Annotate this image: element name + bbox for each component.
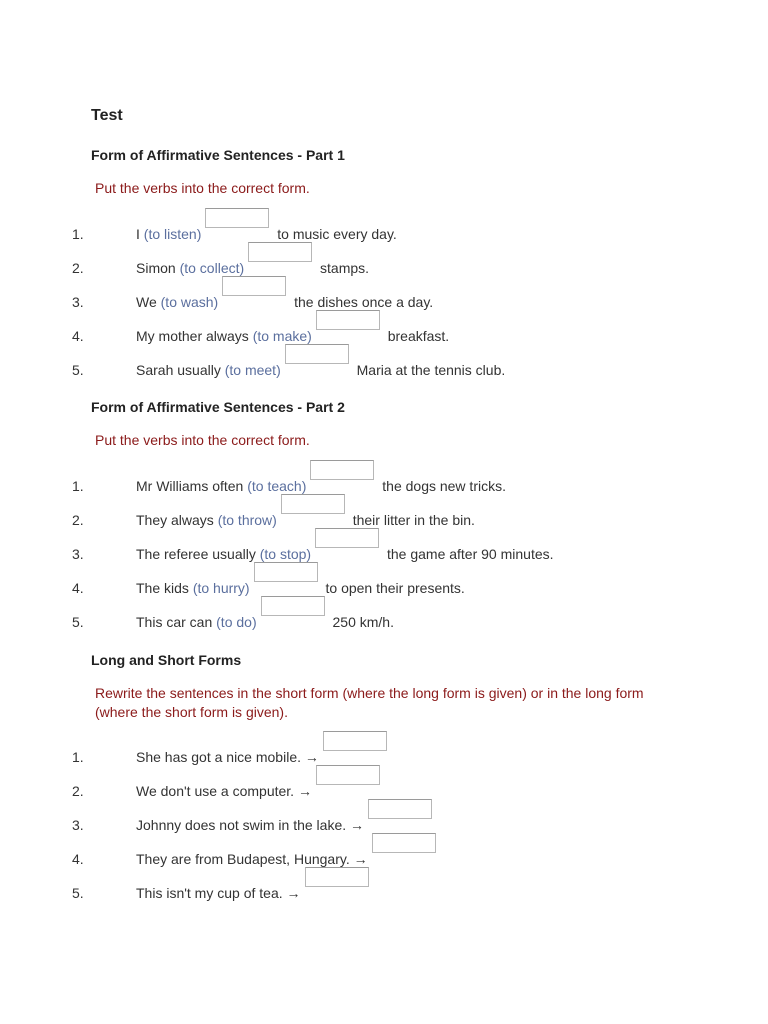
sentence-end: the dogs new tricks.: [378, 478, 506, 494]
sentence-end: 250 km/h.: [328, 614, 394, 630]
exercise-item: [0, 348, 768, 378]
sentence-start: I: [136, 226, 144, 242]
sentence-end: to music every day.: [273, 226, 397, 242]
item-number: 2.: [72, 783, 84, 799]
item-number: 3.: [72, 294, 84, 310]
verb-hint: (to listen): [143, 226, 202, 242]
answer-input[interactable]: [254, 562, 318, 582]
sentence-start: The kids: [136, 580, 193, 596]
item-number: 4.: [72, 851, 84, 867]
exercise-item: [0, 212, 768, 242]
exercise-item: [0, 566, 768, 596]
exercise-item: [0, 871, 768, 901]
exercise-item: [0, 314, 768, 344]
exercise-item: [0, 280, 768, 310]
exercise-item: [0, 464, 768, 494]
exercise-item: [0, 803, 768, 833]
item-number: 5.: [72, 885, 84, 901]
verb-hint: (to throw): [217, 512, 277, 528]
sentence-text: This isn't my cup of tea. →: [136, 885, 301, 901]
item-sentence: [136, 474, 506, 494]
sentence-start: The referee usually: [136, 546, 260, 562]
answer-input[interactable]: [285, 344, 349, 364]
item-number: 5.: [72, 362, 84, 378]
sentence-start: This car can: [136, 614, 217, 630]
item-number: 4.: [72, 580, 84, 596]
item-number: 5.: [72, 614, 84, 630]
sentence-end: to open their presents.: [321, 580, 465, 596]
sentence-start: My mother always: [136, 328, 253, 344]
sentence-end: stamps.: [316, 260, 370, 276]
exercise-item: [0, 532, 768, 562]
section-heading-part-2: Form of Affirmative Sentences - Part 2: [91, 399, 345, 415]
verb-hint: (to wash): [160, 294, 219, 310]
answer-input[interactable]: [316, 310, 380, 330]
item-sentence: [136, 222, 397, 242]
exercise-item: [0, 498, 768, 528]
sentence-end: the game after 90 minutes.: [383, 546, 554, 562]
item-sentence: [136, 847, 440, 867]
item-sentence: [136, 576, 465, 596]
item-sentence: [136, 745, 391, 765]
answer-input[interactable]: [248, 242, 312, 262]
answer-input[interactable]: [316, 765, 380, 785]
sentence-text: We don't use a computer. →: [136, 783, 312, 799]
item-number: 4.: [72, 328, 84, 344]
answer-input[interactable]: [281, 494, 345, 514]
sentence-start: We: [136, 294, 161, 310]
section-instruction-part-2: Put the verbs into the correct form.: [95, 432, 310, 448]
section-instruction-part-1: Put the verbs into the correct form.: [95, 180, 310, 196]
answer-input[interactable]: [372, 833, 436, 853]
item-number: 3.: [72, 546, 84, 562]
item-sentence: [136, 256, 369, 276]
answer-input[interactable]: [315, 528, 379, 548]
sentence-start: Simon: [136, 260, 180, 276]
item-sentence: [136, 508, 475, 528]
item-sentence: [136, 881, 373, 901]
item-number: 3.: [72, 817, 84, 833]
sentence-end: breakfast.: [383, 328, 450, 344]
item-sentence: [136, 813, 436, 833]
verb-hint: (to do): [216, 614, 257, 630]
answer-input[interactable]: [323, 731, 387, 751]
verb-hint: (to collect): [179, 260, 245, 276]
sentence-end: the dishes once a day.: [290, 294, 434, 310]
exercise-item: [0, 769, 768, 799]
section-instruction-long-short: Rewrite the sentences in the short form (where the long form is given) or in the long form (where the short form is given).: [95, 685, 644, 720]
item-sentence: [136, 779, 384, 799]
item-sentence: [136, 358, 505, 378]
verb-hint: (to meet): [224, 362, 281, 378]
sentence-start: Mr Williams often: [136, 478, 248, 494]
page-title: Test: [91, 107, 123, 124]
verb-hint: (to teach): [247, 478, 307, 494]
item-number: 2.: [72, 512, 84, 528]
sentence-text: She has got a nice mobile. →: [136, 749, 319, 765]
verb-hint: (to hurry): [192, 580, 250, 596]
item-sentence: [136, 290, 433, 310]
answer-input[interactable]: [261, 596, 325, 616]
item-number: 1.: [72, 226, 84, 242]
exercise-item: [0, 837, 768, 867]
item-sentence: [136, 324, 449, 344]
exercise-item: [0, 600, 768, 630]
exercise-item: [0, 735, 768, 765]
answer-input[interactable]: [205, 208, 269, 228]
sentence-text: They are from Budapest, Hungary. →: [136, 851, 368, 867]
item-number: 2.: [72, 260, 84, 276]
sentence-start: Sarah usually: [136, 362, 225, 378]
exercise-item: [0, 246, 768, 276]
item-number: 1.: [72, 749, 84, 765]
section-heading-part-1: Form of Affirmative Sentences - Part 1: [91, 147, 345, 163]
verb-hint: (to stop): [259, 546, 312, 562]
sentence-text: Johnny does not swim in the lake. →: [136, 817, 365, 833]
sentence-start: They always: [136, 512, 218, 528]
item-number: 1.: [72, 478, 84, 494]
item-sentence: [136, 610, 394, 630]
sentence-end: their litter in the bin.: [348, 512, 475, 528]
answer-input[interactable]: [305, 867, 369, 887]
answer-input[interactable]: [310, 460, 374, 480]
answer-input[interactable]: [368, 799, 432, 819]
sentence-end: Maria at the tennis club.: [352, 362, 506, 378]
answer-input[interactable]: [222, 276, 286, 296]
verb-hint: (to make): [252, 328, 312, 344]
item-sentence: [136, 542, 554, 562]
section-heading-long-short: Long and Short Forms: [91, 652, 242, 668]
